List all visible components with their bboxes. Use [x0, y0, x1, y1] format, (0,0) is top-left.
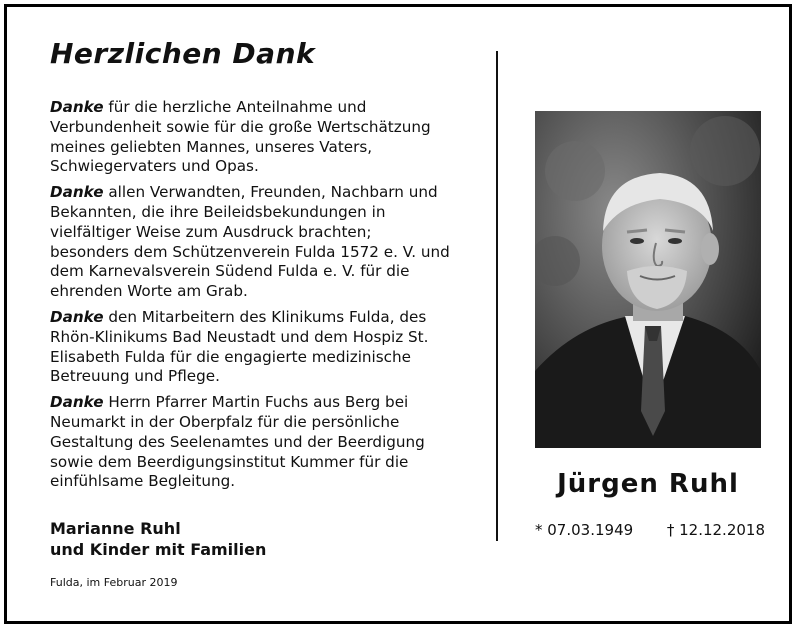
death-date: † 12.12.2018 — [666, 521, 765, 539]
paragraph-3 — [50, 308, 450, 387]
paragraph-lead: Danke — [50, 393, 104, 412]
vertical-divider — [496, 51, 498, 541]
heading: Herzlichen Dank — [50, 37, 316, 70]
portrait-illustration — [535, 111, 761, 448]
life-dates — [535, 521, 765, 539]
thank-you-text — [50, 98, 450, 498]
paragraph-body: allen Verwandten, Freunden, Nachbarn und Bekannten, die ihre Beileidsbekundungen in vielfältiger Weise zum Ausdruck brachten; besonders dem Schützenverein Fulda 1572 e. V. und dem Karnevalsverein Südend Fulda e. V. für die ehrenden Worte am Grab. — [50, 183, 450, 301]
deceased-name: Jürgen Ruhl — [557, 469, 739, 499]
portrait-photo — [535, 111, 761, 448]
obituary-card — [4, 4, 792, 624]
place-date: Fulda, im Februar 2019 — [50, 576, 178, 589]
paragraph-body: Herrn Pfarrer Martin Fuchs aus Berg bei Neumarkt in der Oberpfalz für die persönliche Gestaltung des Seelenamtes und der Beerdigung sowie dem Beerdigungsinstitut Kummer für die einfühlsame Begleitung. — [50, 393, 425, 491]
paragraph-body: für die herzliche Anteilnahme und Verbundenheit sowie für die große Wertschätzung meines geliebten Mannes, unseres Vaters, Schwiegervaters und Opas. — [50, 98, 431, 176]
paragraph-4 — [50, 393, 450, 492]
paragraph-lead: Danke — [50, 98, 104, 116]
paragraph-lead: Danke — [50, 307, 104, 326]
paragraph-2 — [50, 183, 450, 302]
paragraph-1 — [50, 98, 450, 177]
birth-date: * 07.03.1949 — [535, 521, 634, 539]
paragraph-body: den Mitarbeitern des Klinikums Fulda, des Rhön-Klinikums Bad Neustadt und dem Hospiz St. Elisabeth Fulda für die engagierte medizinische Betreuung und Pflege. — [50, 307, 429, 386]
signature — [50, 518, 266, 560]
paragraph-lead: Danke — [50, 183, 104, 202]
signature-line-1: Marianne Ruhl — [50, 519, 181, 538]
signature-line-2: und Kinder mit Familien — [50, 540, 267, 559]
